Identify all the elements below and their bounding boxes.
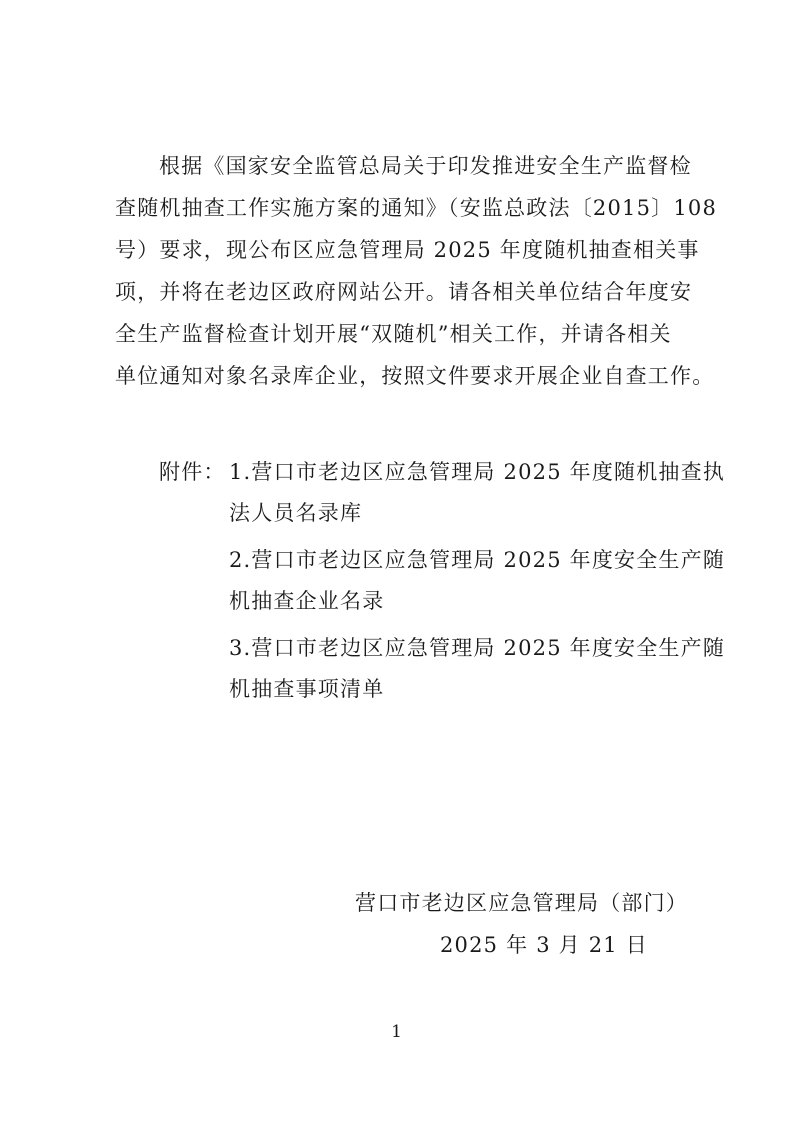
body-line: 单位通知对象名录库企业，按照文件要求开展企业自查工作。 <box>115 364 715 388</box>
body-line: 根据《国家安全监管总局关于印发推进安全生产监督检 <box>159 154 692 178</box>
attachment-item-continued: 机抽查企业名录 <box>229 589 385 613</box>
issuing-organization: 营口市老边区应急管理局（部门） <box>355 891 688 915</box>
issue-date: 2025 年 3 月 21 日 <box>440 933 648 957</box>
body-line: 项，并将在老边区政府网站公开。请各相关单位结合年度安 <box>115 280 693 304</box>
page-number: 1 <box>391 1022 402 1042</box>
attachment-item-continued: 法人员名录库 <box>229 501 363 525</box>
attachment-item: 2.营口市老边区应急管理局 2025 年度安全生产随 <box>229 548 726 572</box>
body-line: 全生产监督检查计划开展“双随机”相关工作，并请各相关 <box>115 322 672 346</box>
body-line: 号）要求，现公布区应急管理局 2025 年度随机抽查相关事 <box>115 238 700 262</box>
attachment-item: 3.营口市老边区应急管理局 2025 年度安全生产随 <box>229 636 726 660</box>
attachment-item: 1.营口市老边区应急管理局 2025 年度随机抽查执 <box>229 460 726 484</box>
attachment-item-continued: 机抽查事项清单 <box>229 677 385 701</box>
attachments-label: 附件： <box>159 460 226 484</box>
body-line: 查随机抽查工作实施方案的通知》（安监总政法〔2015〕108 <box>115 196 718 220</box>
